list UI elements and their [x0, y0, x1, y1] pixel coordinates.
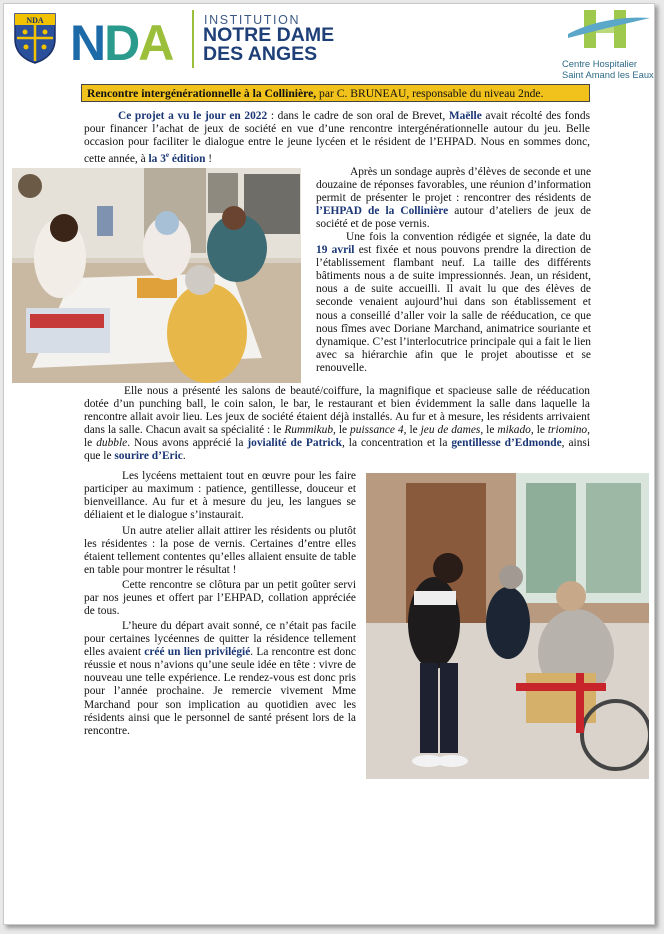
paragraph-nail-polish: Un autre atelier allait attirer les résidents ou plutôt les résidentes : la pose de vernis. Certaines d’entre elles étaient tellement contentes qu’elles allaient ensuite de table en table pour montrer le résultat ! — [84, 525, 356, 577]
paragraph-conclusion: L’heure du départ avait sonné, ce n’était pas facile pour certaines lycéennes de quitter la résidence tellement elles avaient créé un lien privilégié. La rencontre est donc réussie et nous n’avions qu’une seule idée en tête : vivre de nouveau une telle expérience. Le rendez-vous est donc pris pour l’année prochaine. Je remercie vivement Mme Marchand pour son implication au quotidien avec les résidents ainsi que le personnel de santé présent lors de la rencontre. — [84, 620, 356, 737]
article-title-bar — [81, 84, 590, 102]
photo-board-games — [12, 168, 301, 383]
paragraph-intro: Ce projet a vu le jour en 2022 : dans le cadre de son oral de Brevet, Maëlle avait récolté des fonds pour financer l’achat de jeux de société en vue d’une rencontre intergénérationnelle autour du jeu. Belle occasion pour faciliter le dialogue entre le jeune lycéen et le résident de l’EHPAD. Nous en sommes donc, cette année, à la 3e édition ! — [84, 110, 590, 166]
article-byline: par C. BRUNEAU, responsable du niveau 2nde. — [316, 87, 544, 100]
article-title: Rencontre intergénérationnelle à la Collinière, — [87, 87, 317, 100]
header-divider — [192, 10, 194, 68]
nda-logo-icon — [70, 12, 188, 68]
svg-text:NDA: NDA — [70, 15, 173, 68]
paragraph-visit-date: Une fois la convention rédigée et signée, la date du 19 avril est fixée et nous pouvons prendre la direction de l’établissement flambant neuf. La taille des différents bâtiments nous a de suite impressionnés. Jean, un résident, nous a de suite accueilli. Il avait lu que des élèves de seconde venaient aujourd’hui dans son établissement et nous a conseillé d’aller voir la salle de rééducation, ce que nous fîmes avec Doriane Marchand, animatrice souriante et dynamique. C’est l’interlocutrice principale qui a fait le lien avec sa hiérarchie afin que le projet aboutisse et se renouvelle. — [316, 231, 591, 374]
school-crest-icon — [12, 11, 58, 65]
paragraph-survey: Après un sondage auprès d’élèves de seconde et une douzaine de réponses favorables, une réunion d’information permit de présenter le projet : rencontrer des résidents de l’EHPAD de la Collinière autour d’ateliers de jeux de société et de pose vernis. — [316, 166, 591, 231]
newsletter-page — [3, 3, 655, 925]
institution-label: INSTITUTION — [204, 13, 301, 27]
paragraph-tour: Elle nous a présenté les salons de beauté/coiffure, la magnifique et spacieuse salle de rééducation dotée d’un punching ball, le coin salon, le bar, le restaurant et bien évidemment la salle dans laquelle la rencontre allait avoir lieu. Les jeux de société étaient déjà installés. Au fur et à mesure, les résidents arrivaient dans la salle. Chacun avait sa spécialité : le Rummikub, le puissance 4, le jeu de dames, le mikado, le triomino, le dubble. Nous avons apprécié la jovialité de Patrick, la concentration et la gentillesse d’Edmonde, ainsi que le sourire d’Eric. — [84, 385, 590, 463]
institution-name: NOTRE DAME DES ANGES — [203, 24, 335, 65]
paragraph-snack: Cette rencontre se clôtura par un petit goûter servi par nos jeunes et offert par l’EHPAD, collation appréciée de tous. — [84, 579, 356, 618]
hospital-logo-icon — [566, 8, 652, 50]
svg-text:NDA: NDA — [26, 16, 44, 25]
photo-nail-polish — [366, 473, 649, 779]
hospital-name: Centre Hospitalier Saint Amand les Eaux — [562, 58, 654, 80]
paragraph-participation: Les lycéens mettaient tout en œuvre pour les faire participer au maximum : patience, gentillesse, douceur et bienveillance. Au fur et à mesure du jeu, les langues se déliaient et le dialogue s’instaurait. — [84, 470, 356, 522]
